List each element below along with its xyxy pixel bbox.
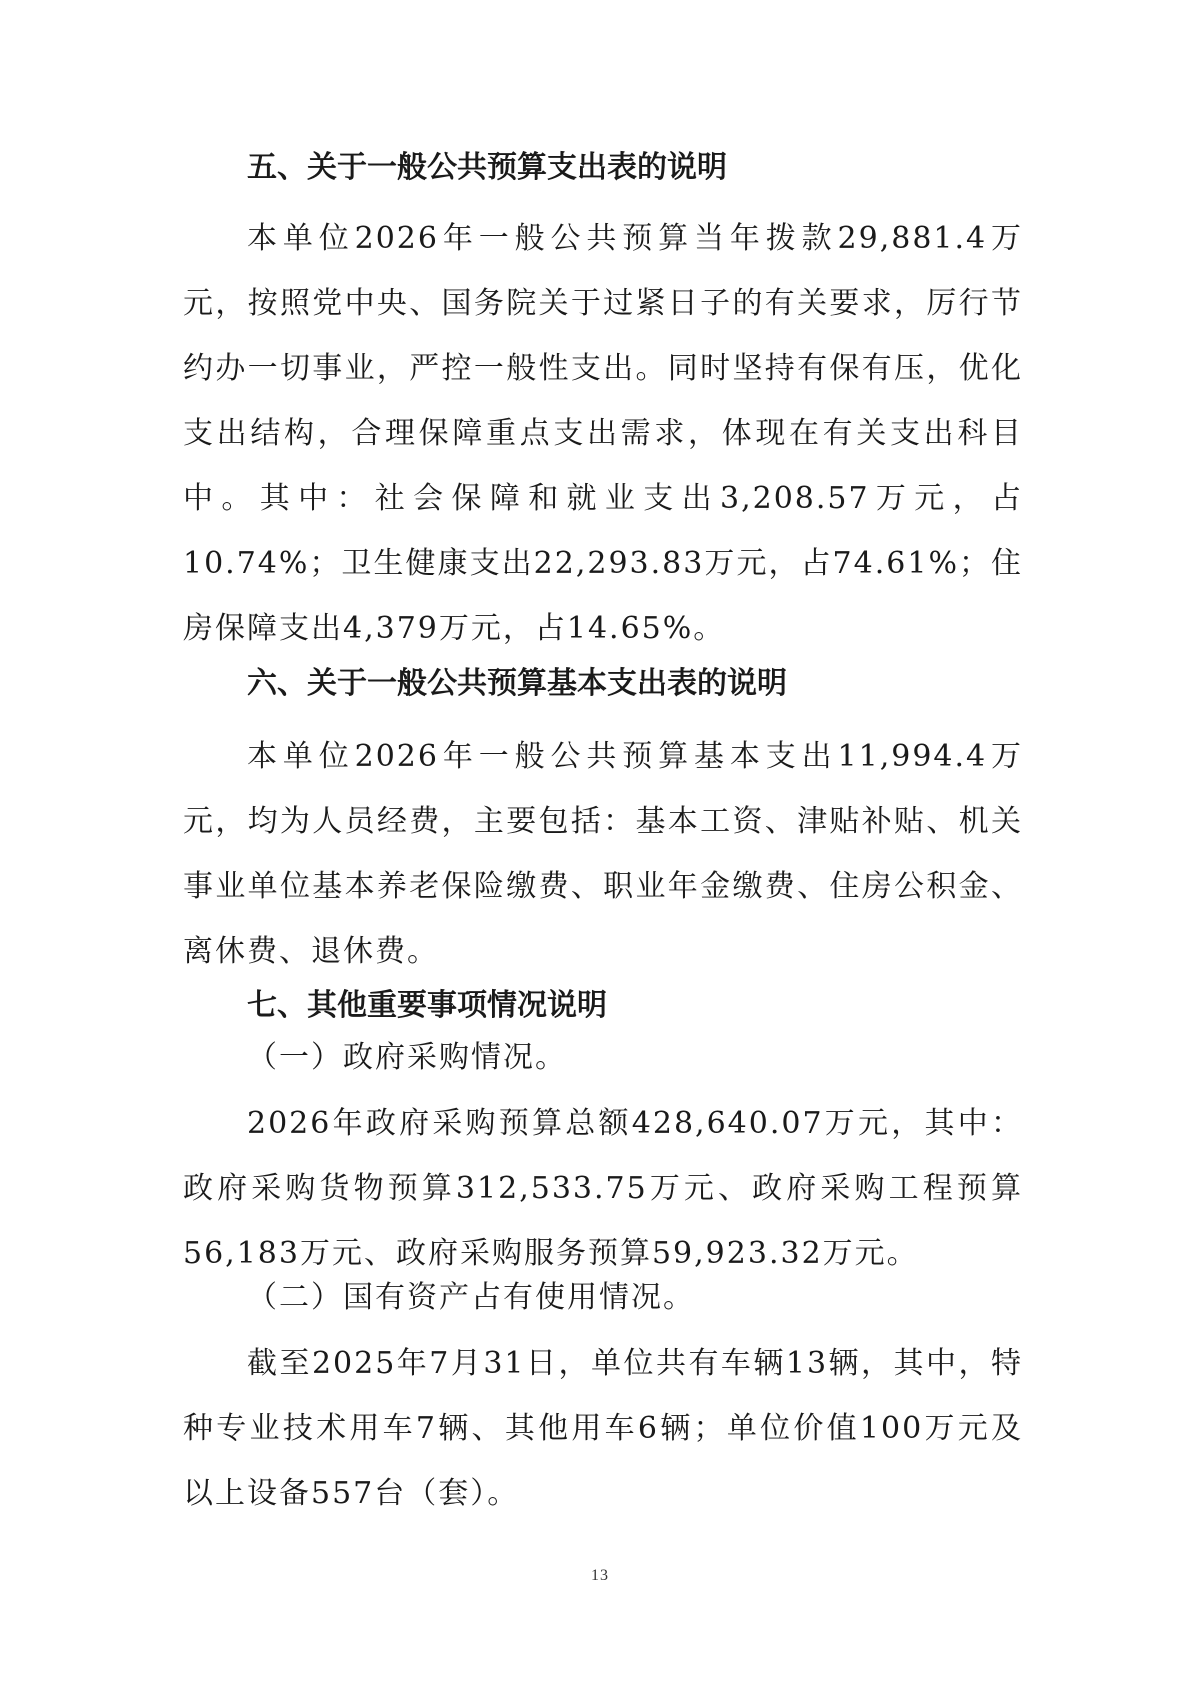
section-heading-other-matters: 七、其他重要事项情况说明 (247, 988, 607, 1023)
paragraph-government-procurement: 2026年政府采购预算总额428,640.07万元，其中：政府采购货物预算312,533.75万元、政府采购工程预算56,183万元、政府采购服务预算59,923.32万元。 (183, 1106, 1023, 1271)
section-heading-basic-expenditure: 六、关于一般公共预算基本支出表的说明 (247, 666, 787, 701)
paragraph-budget-expenditure: 本单位2026年一般公共预算当年拨款29,881.4万元，按照党中央、国务院关于过紧日子的有关要求，厉行节约办一切事业，严控一般性支出。同时坚持有保有压，优化支出结构，合理保障重点支出需求，体现在有关支出科目中。其中：社会保障和就业支出3,208.57万元，占10.74%；卫生健康支出22,293.83万元，占74.61%；住房保障支出4,379万元，占14.65%。 (183, 221, 1023, 646)
subheading-state-assets: （二）国有资产占有使用情况。 (247, 1280, 695, 1315)
paragraph-state-assets: 截至2025年7月31日，单位共有车辆13辆，其中，特种专业技术用车7辆、其他用车6辆；单位价值100万元及以上设备557台（套）。 (183, 1346, 1023, 1511)
page-number: 13 (591, 1567, 609, 1584)
paragraph-basic-expenditure: 本单位2026年一般公共预算基本支出11,994.4万元，均为人员经费，主要包括：基本工资、津贴补贴、机关事业单位基本养老保险缴费、职业年金缴费、住房公积金、离休费、退休费。 (183, 739, 1023, 969)
section-heading-budget-expenditure: 五、关于一般公共预算支出表的说明 (247, 150, 727, 185)
subheading-government-procurement: （一）政府采购情况。 (247, 1040, 567, 1075)
